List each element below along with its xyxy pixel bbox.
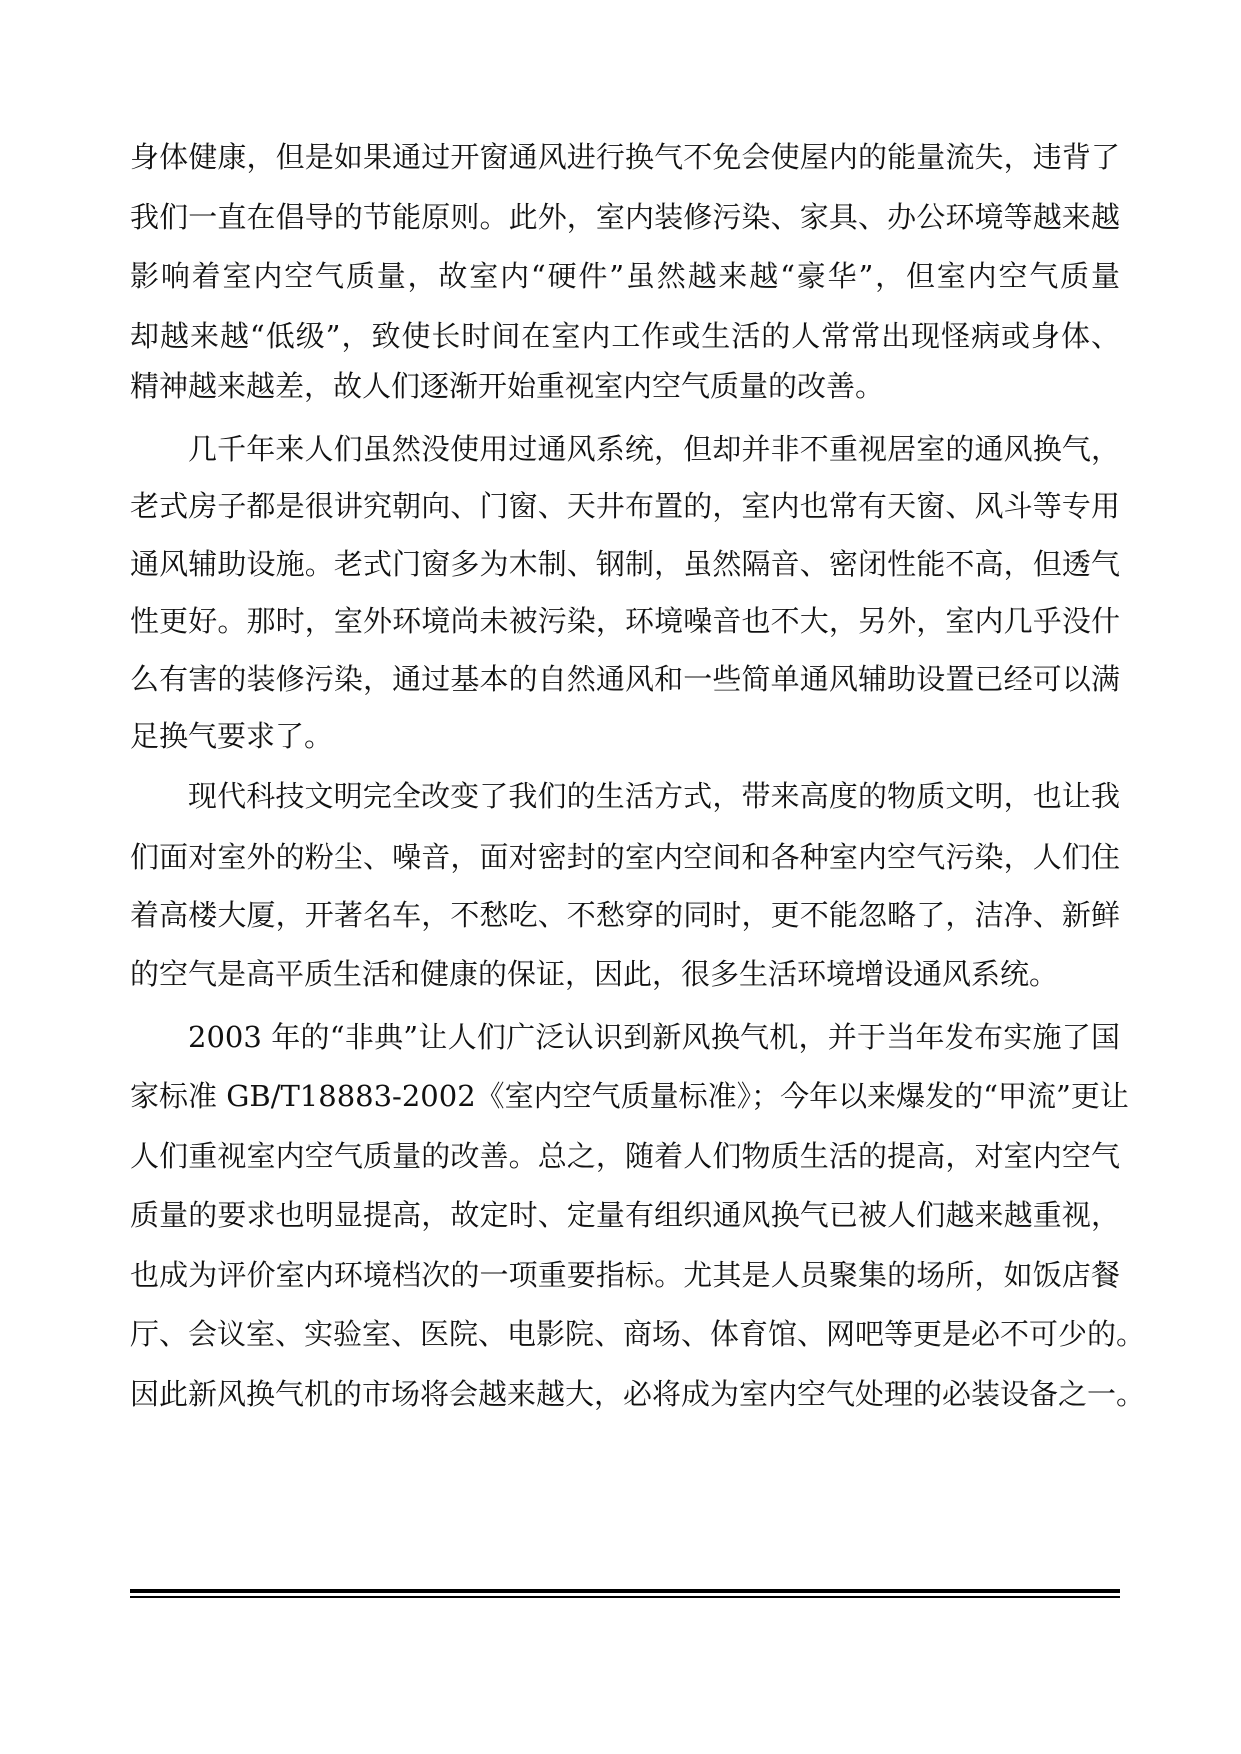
paragraph-1-line-1: 身体健康，但是如果通过开窗通风进行换气不免会使屋内的能量流失，违背了	[130, 140, 1120, 174]
paragraph-2-line-3: 通风辅助设施。老式门窗多为木制、钢制，虽然隔音、密闭性能不高，但透气	[130, 547, 1120, 581]
paragraph-4-line-4: 质量的要求也明显提高，故定时、定量有组织通风换气已被人们越来越重视，	[130, 1198, 1120, 1232]
paragraph-2-line-5: 么有害的装修污染，通过基本的自然通风和一些简单通风辅助设置已经可以满	[130, 662, 1120, 696]
paragraph-1-line-2: 我们一直在倡导的节能原则。此外，室内装修污染、家具、办公环境等越来越	[130, 200, 1120, 234]
paragraph-4-line-6: 厅、会议室、实验室、医院、电影院、商场、体育馆、网吧等更是必不可少的。	[130, 1317, 1146, 1351]
footer-rule-thin	[130, 1596, 1120, 1598]
paragraph-3-line-2: 们面对室外的粉尘、噪音，面对密封的室内空间和各种室内空气污染，人们住	[130, 840, 1120, 874]
paragraph-2-line-6: 足换气要求了。	[130, 719, 334, 753]
paragraph-4-line-3: 人们重视室内空气质量的改善。总之，随着人们物质生活的提高，对室内空气	[130, 1139, 1120, 1173]
paragraph-3-line-3: 着高楼大厦，开著名车，不愁吃、不愁穿的同时，更不能忽略了，洁净、新鲜	[130, 898, 1120, 932]
paragraph-1-line-4: 却越来越“低级”，致使长时间在室内工作或生活的人常常出现怪病或身体、	[130, 319, 1120, 353]
paragraph-2-line-4: 性更好。那时，室外环境尚未被污染，环境噪音也不大，另外，室内几乎没什	[130, 604, 1120, 638]
paragraph-2-line-2: 老式房子都是很讲究朝向、门窗、天井布置的，室内也常有天窗、风斗等专用	[130, 489, 1120, 523]
document-page	[130, 0, 1146, 1754]
paragraph-3-line-4: 的空气是高平质生活和健康的保证，因此，很多生活环境增设通风系统。	[130, 957, 1059, 991]
paragraph-4-line-1: 2003 年的“非典”让人们广泛认识到新风换气机，并于当年发布实施了国	[188, 1020, 1120, 1054]
paragraph-3-line-1: 现代科技文明完全改变了我们的生活方式，带来高度的物质文明，也让我	[188, 779, 1120, 813]
paragraph-1-line-3: 影响着室内空气质量，故室内“硬件”虽然越来越“豪华”，但室内空气质量	[130, 259, 1120, 293]
paragraph-2-line-1: 几千年来人们虽然没使用过通风系统，但却并非不重视居室的通风换气，	[188, 432, 1120, 466]
paragraph-4-line-5: 也成为评价室内环境档次的一项重要指标。尤其是人员聚集的场所，如饭店餐	[130, 1258, 1120, 1292]
paragraph-4-line-7: 因此新风换气机的市场将会越来越大，必将成为室内空气处理的必装设备之一。	[130, 1377, 1146, 1411]
paragraph-4-line-2: 家标准 GB/T18883-2002《室内空气质量标准》；今年以来爆发的“甲流”更让	[130, 1079, 1129, 1113]
footer-rule-thick	[130, 1589, 1120, 1593]
paragraph-1-line-5: 精神越来越差，故人们逐渐开始重视室内空气质量的改善。	[130, 369, 885, 403]
